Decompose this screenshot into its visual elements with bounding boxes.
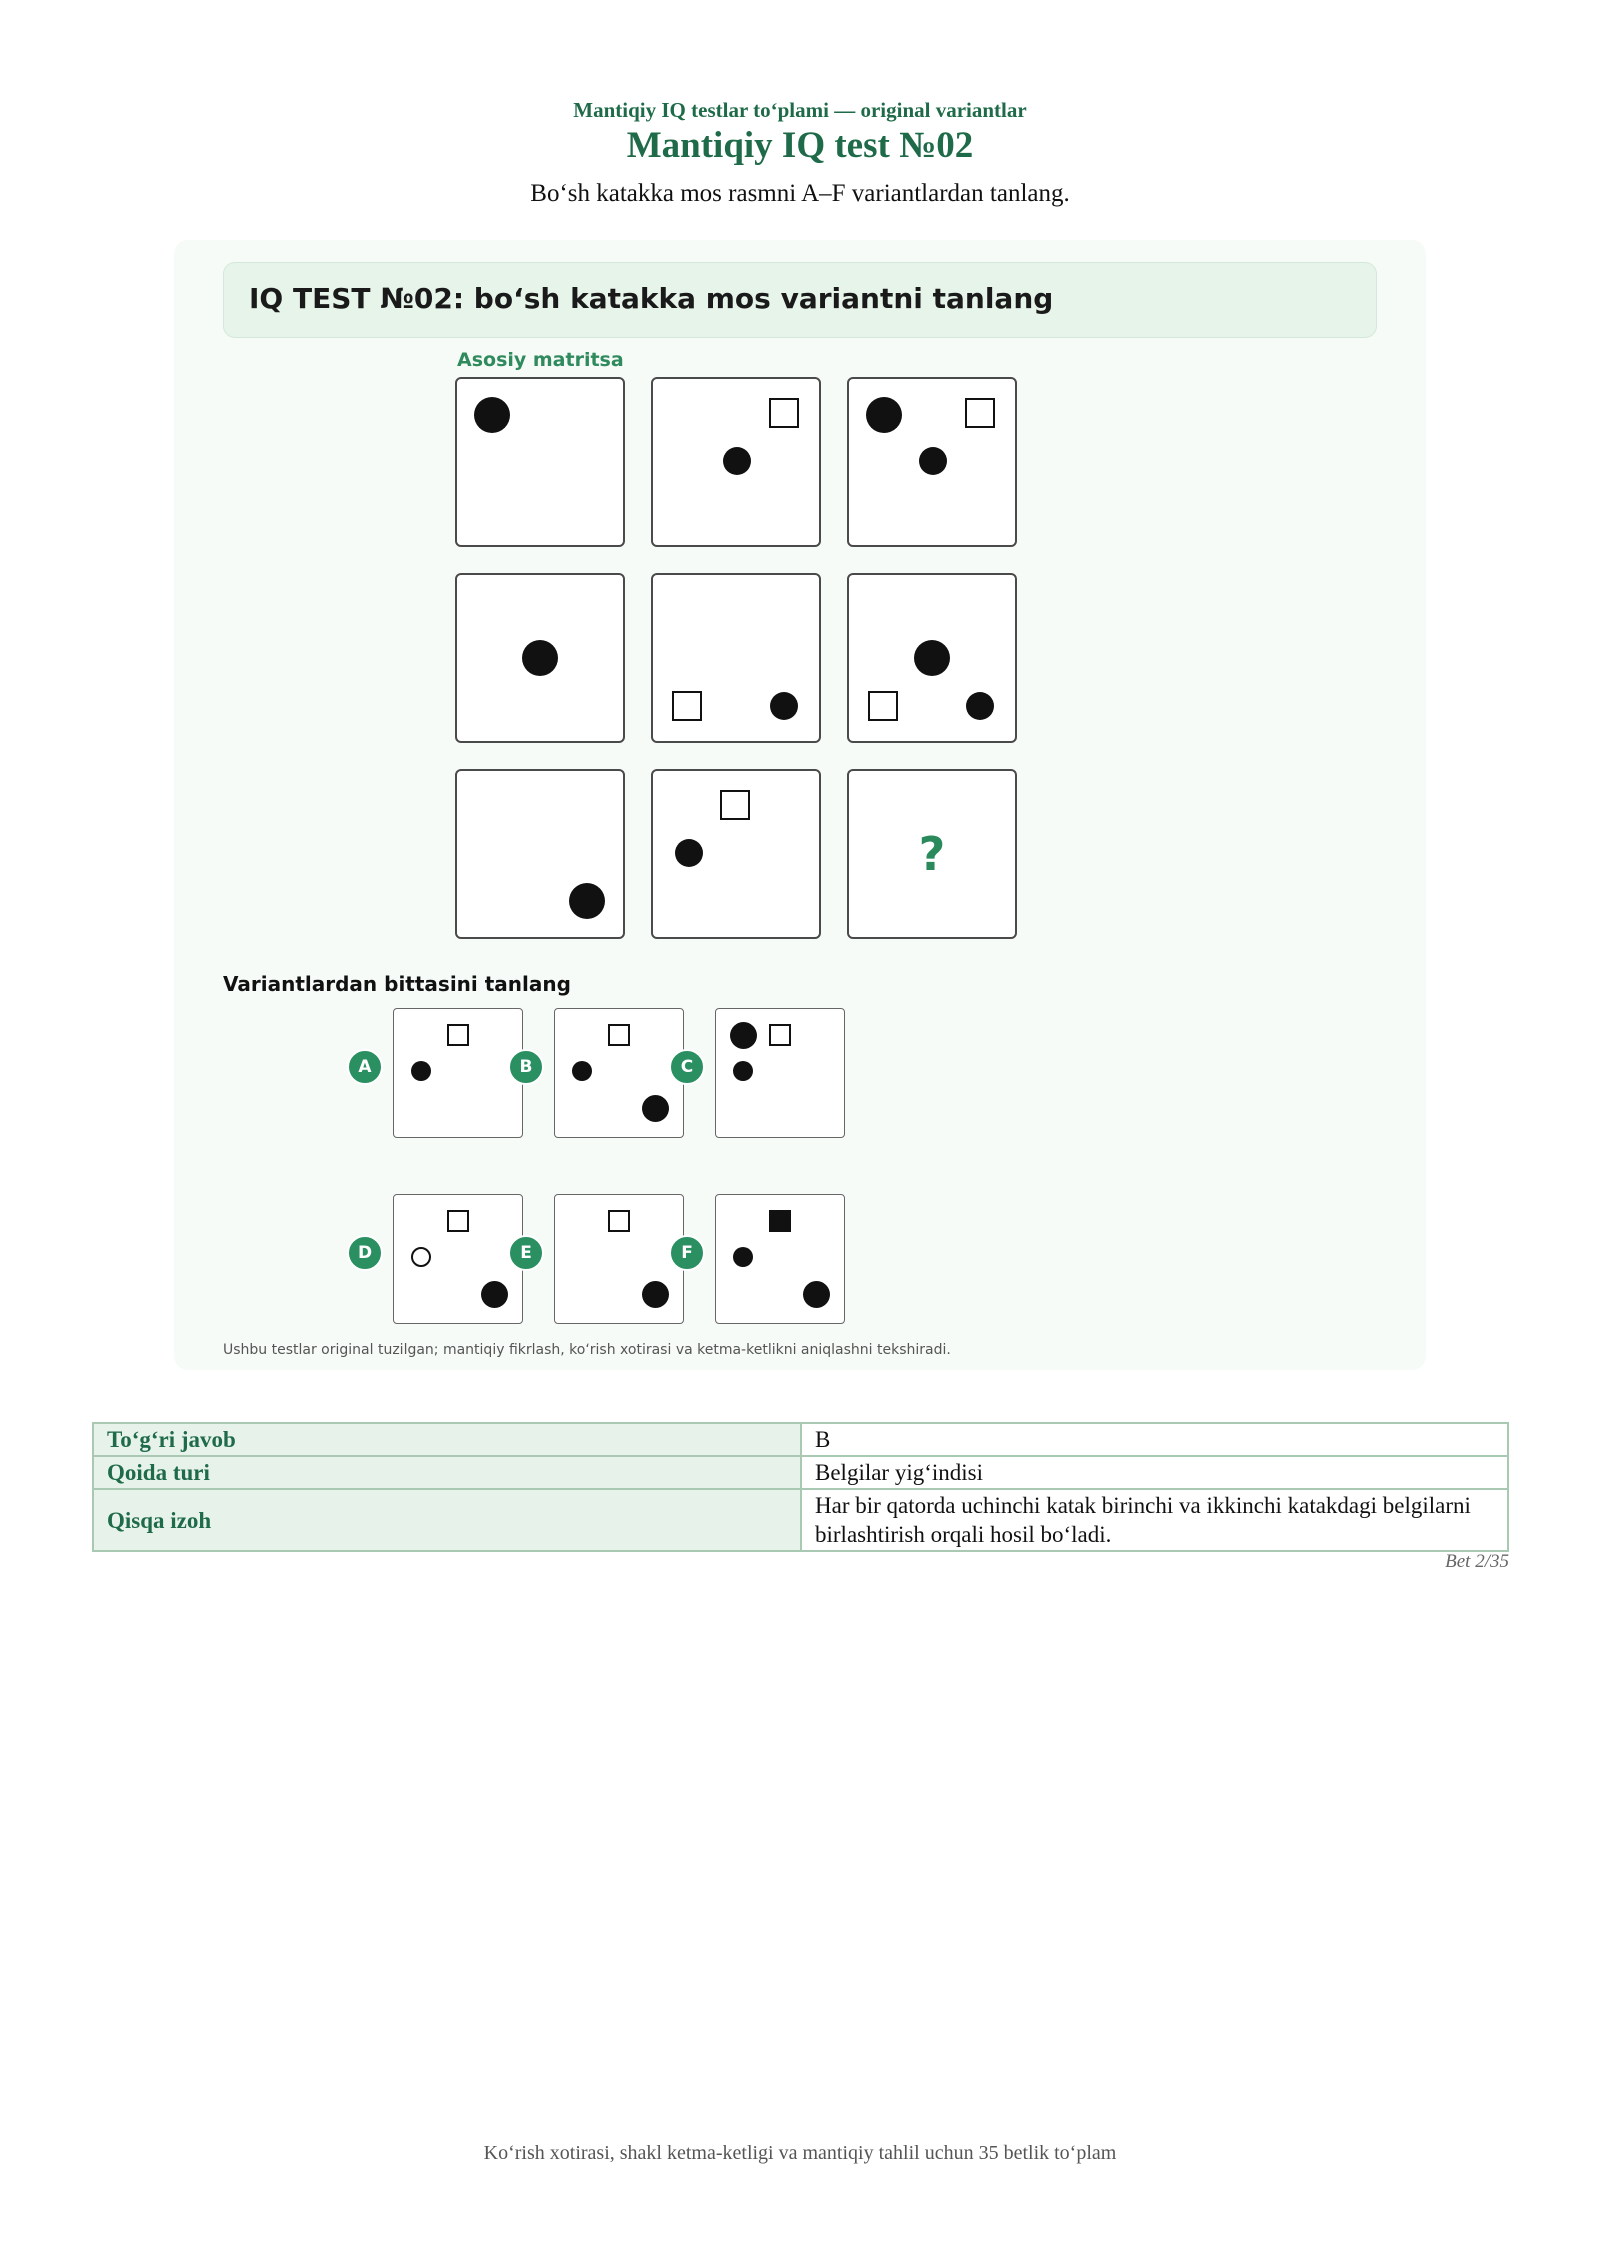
large-dot-icon	[481, 1281, 508, 1308]
matrix-cell-r2c1	[455, 573, 625, 743]
card-note: Ushbu testlar original tuzilgan; mantiqiy fikrlash, ko‘rish xotirasi va ketma-ketlikni aniqlashni tekshiradi.	[223, 1342, 951, 1358]
option-f-badge[interactable]: F	[669, 1235, 705, 1271]
square-outline-icon	[672, 691, 702, 721]
matrix-cell-r1c1	[455, 377, 625, 547]
matrix-cell-r2c3	[847, 573, 1017, 743]
large-dot-icon	[866, 397, 902, 433]
large-dot-icon	[803, 1281, 830, 1308]
option-a[interactable]	[393, 1008, 523, 1138]
option-d[interactable]	[393, 1194, 523, 1324]
large-dot-icon	[730, 1022, 757, 1049]
square-outline-icon	[769, 1024, 791, 1046]
rule-type-label: Qoida turi	[93, 1456, 801, 1489]
card-title: IQ TEST №02: bo‘sh katakka mos variantni tanlang	[249, 282, 1054, 315]
ring-icon	[411, 1247, 431, 1267]
matrix-cell-missing	[847, 769, 1017, 939]
square-outline-icon	[965, 398, 995, 428]
option-e-badge[interactable]: E	[508, 1235, 544, 1271]
matrix-label: Asosiy matritsa	[457, 349, 624, 371]
answer-key-label: To‘g‘ri javob	[93, 1423, 801, 1456]
page-footer: Ko‘rish xotirasi, shakl ketma-ketligi va mantiqiy tahlil uchun 35 betlik to‘plam	[483, 2142, 1117, 2164]
explanation-label: Qisqa izoh	[93, 1489, 801, 1551]
small-dot-icon	[572, 1061, 592, 1081]
page-number: Bet 2/35	[1445, 1551, 1509, 1572]
large-dot-icon	[522, 640, 558, 676]
small-dot-icon	[919, 447, 947, 475]
small-dot-icon	[770, 692, 798, 720]
matrix-cell-r3c1	[455, 769, 625, 939]
answer-value: B	[801, 1423, 1508, 1456]
matrix-cell-r2c2	[651, 573, 821, 743]
matrix-cell-r1c3	[847, 377, 1017, 547]
table-row	[93, 1489, 1508, 1551]
option-a-badge[interactable]: A	[347, 1049, 383, 1085]
square-outline-icon	[608, 1210, 630, 1232]
large-dot-icon	[569, 883, 605, 919]
square-outline-icon	[608, 1024, 630, 1046]
option-b[interactable]	[554, 1008, 684, 1138]
large-dot-icon	[474, 397, 510, 433]
square-outline-icon	[447, 1024, 469, 1046]
square-outline-icon	[769, 398, 799, 428]
option-c[interactable]	[715, 1008, 845, 1138]
small-dot-icon	[733, 1247, 753, 1267]
square-outline-icon	[868, 691, 898, 721]
small-dot-icon	[733, 1061, 753, 1081]
matrix-cell-r1c2	[651, 377, 821, 547]
matrix-cell-r3c2	[651, 769, 821, 939]
rule-type-value: Belgilar yig‘indisi	[801, 1456, 1508, 1489]
option-f[interactable]	[715, 1194, 845, 1324]
table-row	[93, 1423, 1508, 1456]
small-dot-icon	[723, 447, 751, 475]
square-outline-icon	[447, 1210, 469, 1232]
answer-table	[92, 1422, 1509, 1552]
filled-square-icon	[769, 1210, 791, 1232]
explanation-value: Har bir qatorda uchinchi katak birinchi va ikkinchi katakdagi belgilarni birlashtirish orqali hosil bo‘ladi.	[801, 1489, 1508, 1551]
instruction-text: Bo‘sh katakka mos rasmni A–F variantlardan tanlang.	[530, 180, 1070, 207]
option-c-badge[interactable]: C	[669, 1049, 705, 1085]
question-mark: ?	[918, 827, 946, 881]
small-dot-icon	[966, 692, 994, 720]
option-b-badge[interactable]: B	[508, 1049, 544, 1085]
large-dot-icon	[642, 1095, 669, 1122]
page-title: Mantiqiy IQ test №02	[626, 125, 974, 166]
small-dot-icon	[675, 839, 703, 867]
option-d-badge[interactable]: D	[347, 1235, 383, 1271]
table-row	[93, 1456, 1508, 1489]
options-label: Variantlardan bittasini tanlang	[223, 972, 571, 996]
series-title: Mantiqiy IQ testlar to‘plami — original variantlar	[573, 98, 1027, 122]
option-e[interactable]	[554, 1194, 684, 1324]
small-dot-icon	[411, 1061, 431, 1081]
large-dot-icon	[914, 640, 950, 676]
large-dot-icon	[642, 1281, 669, 1308]
square-outline-icon	[720, 790, 750, 820]
